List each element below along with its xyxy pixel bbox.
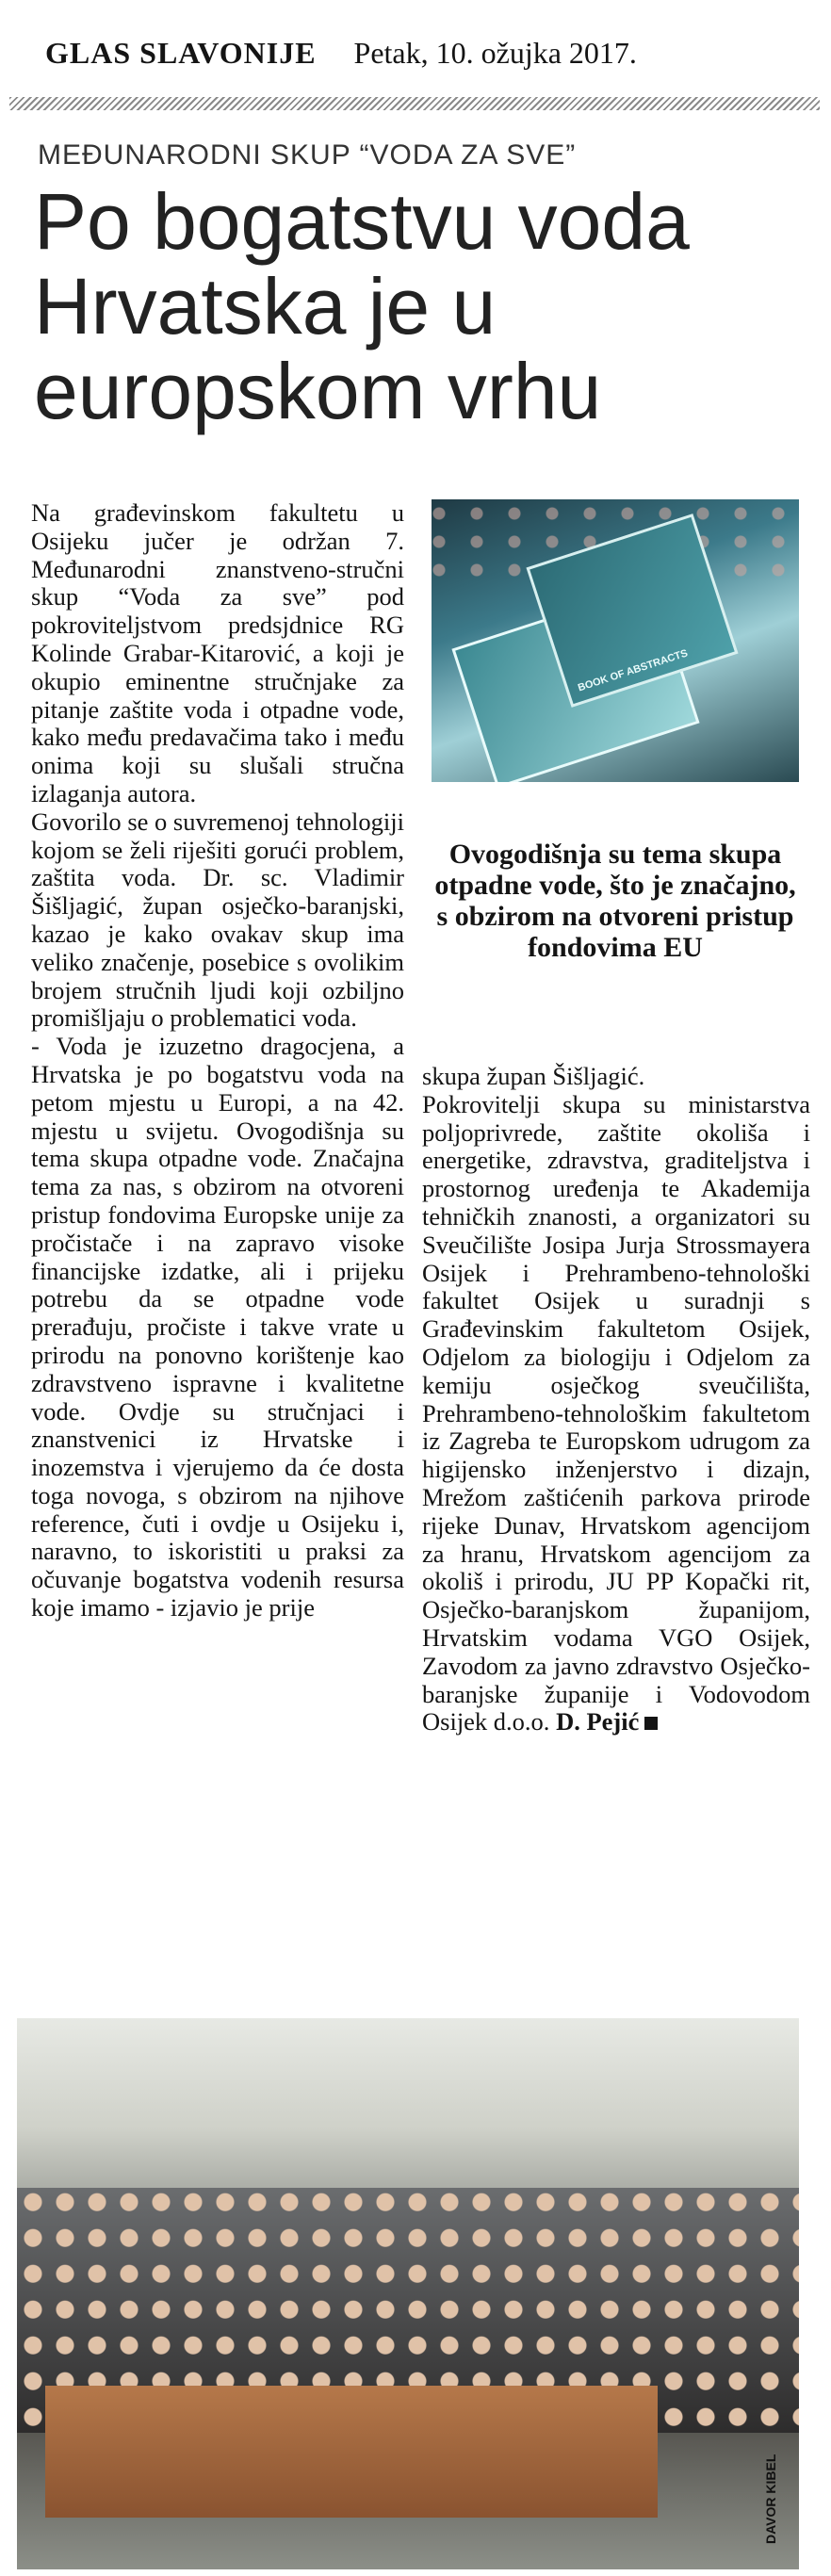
body-paragraph: Na građevinskom fakultetu u Osijeku jučer je održan 7. Međunarodni znanstveno-stručni skup “Voda za sve” pod pokroviteljstvom predsjdnice RG Kolinde Grabar-Kitarović, a koji je okupio eminentne stručnjake za pitanje zaštite voda i otpadne vode, kako među predavačima tako i među onima koji su slušali stručna izlaganja autora.	[31, 498, 404, 807]
book-title: BOOK OF ABSTRACTS	[576, 647, 690, 694]
article-headline: Po bogatstvu voda Hrvatska je u europskom vrhu	[34, 177, 690, 435]
article-body-left	[31, 499, 404, 1622]
body-paragraph: - Voda je izuzetno dragocjena, a Hrvatska je po bogatstvu voda na petom mjestu u Europi, a na 42. mjestu u svijetu. Ovogodišnja su tema skupa otpadne vode. Značajna tema za nas, s obzirom na otvoreni pristup fondovima Europske unije za pročistače i na zapravo visoke financijske izdatke, ali i prijeku potrebu da se otpadne vode prerađuju, pročiste i takve vrate u prirodu na ponovno korištenje kao zdravstveno ispravne i kvalitetne vode. Ovdje su stručnjaci i znanstvenici iz Hrvatske i inozemstva i vjerujemo da će dosta toga novoga, s obzirom na njihove reference, čuti i ovdje u Osijeku i, naravno, to iskoristiti u praksi za očuvanje bogatstva vodenih resursa koje imamo - izjavio je prije	[31, 1032, 404, 1622]
body-paragraph: Govorilo se o suvremenoj tehnologiji kojom se želi riješiti gorući problem, zaštita voda. Dr. sc. Vladimir Šišljagić, župan osječko-baranjski, kazao je kako ovakav skup ima veliko značenje, posebice s ovolikim brojem stručnih ljudi koji ozbiljno promišljaju o problematici voda.	[31, 807, 404, 1033]
presentation-table	[45, 2386, 658, 2518]
conference-audience-photo	[17, 2018, 799, 2569]
body-paragraph: Pokrovitelji skupa su ministarstva poljoprivrede, zaštite okoliša i energetike, zdravstva, graditeljstva i prostornog uređenja te Akademija tehničkih znanosti, a organizatori su Sveučilište Josipa Jurja Strossmayera Osijek i Prehrambeno-tehnološki fakultet Osijek u suradnji s Građevinskim fakultetom Osijek, Odjelom za biologiju i Odjelom za kemiju osječkog sveučilišta, Prehrambeno-tehnološkim fakultetom iz Zagreba te Europskom udrugom za higijensko inženjerstvo i dizajn, Mrežom zaštićenih parkova prirode rijeke Dunav, Hrvatskom agencijom za hranu, Hrvatskom agencijom za okoliš i prirodu, JU PP Kopački rit, Osječko-baranjskom županijom, Hrvatskim vodama VGO Osijek, Zavodom za javno zdravstvo Osječko-baranjske županije i Vodovodom Osijek d.o.o. D. Pejić	[422, 1089, 810, 1736]
article-kicker: MEĐUNARODNI SKUP “VODA ZA SVE”	[38, 139, 577, 171]
header-rule	[9, 97, 820, 110]
masthead	[45, 36, 637, 83]
article-body-right	[422, 1063, 810, 1736]
pull-quote: Ovogodišnja su tema skupa otpadne vode, što je značajno, s obzirom na otvoreni pristup fondovima EU	[434, 839, 796, 963]
book-of-abstracts-photo	[432, 499, 799, 782]
byline: D. Pejić	[556, 1707, 640, 1736]
body-paragraph: skupa župan Šišljagić.	[422, 1062, 645, 1090]
publication-date: Petak, 10. ožujka 2017.	[353, 36, 637, 70]
photo-credit: DAVOR KIBEL	[763, 2454, 778, 2544]
publication-name: GLAS SLAVONIJE	[45, 36, 317, 70]
end-mark-icon	[644, 1717, 658, 1730]
